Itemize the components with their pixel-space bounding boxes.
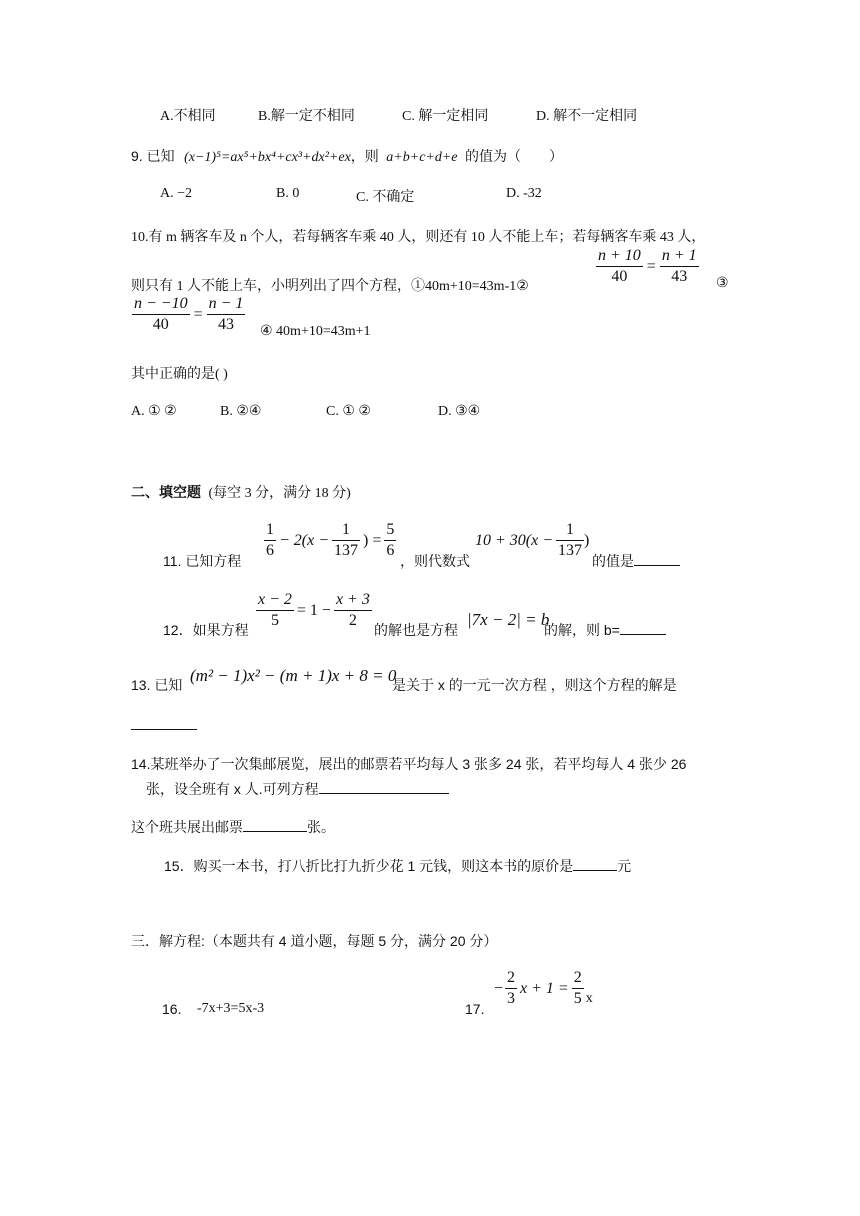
q10-eq2-right-denominator: 43 (660, 266, 699, 287)
q10-equation-3 (132, 294, 245, 335)
q9-option-b: B. 0 (276, 186, 300, 201)
q12-label: 12．如果方程 (163, 622, 249, 638)
q11-frac-a-den: 6 (266, 542, 274, 559)
q11-ex-den: 137 (558, 542, 583, 559)
q10-option-d: D. ③④ (438, 404, 481, 419)
q11-equation (264, 520, 396, 561)
q14-equation-blank[interactable] (319, 792, 449, 794)
q16-equation: -7x+3=5x-3 (197, 1001, 265, 1016)
q10-line-1: 10.有 m 辆客车及 n 个人，若每辆客车乘 40 人，则还有 10 人不能上车；若每辆客车乘 43 人， (131, 230, 706, 245)
q11-tail-text: 的值是 (592, 553, 634, 569)
q11-ex-num: 1 (566, 521, 575, 538)
q8-option-d: D. 解不一定相同 (536, 109, 638, 124)
q10-item-4: ④ 40m+10=43m+1 (260, 324, 371, 339)
q10-eq3-left-denominator: 40 (132, 314, 190, 335)
q11-eq-mid: − 2(x − (279, 531, 330, 549)
q12-text: 的解也是方程 (374, 622, 458, 638)
q14-line-2-text: 张，设全班有 x 人.可列方程 (146, 781, 319, 797)
q14-total-blank[interactable] (243, 830, 307, 832)
q11-label: 11. 已知方程 (163, 553, 242, 569)
q12-abs-equation: |7x − 2| = b (467, 610, 550, 629)
q17-minus: − (494, 979, 504, 997)
q8-option-b: B.解一定不相同 (258, 109, 355, 124)
q17-frac-a-num: 2 (507, 969, 516, 986)
q11-tail (592, 551, 680, 571)
q10-eq3-right-denominator: 43 (207, 314, 246, 335)
q10-circle-3: ③ (716, 276, 729, 291)
q9-question: 的值为（ ） (465, 150, 564, 165)
q12-frac-b-num: x + 3 (335, 591, 370, 608)
q9-option-d: D. -32 (506, 186, 542, 201)
q15-answer-blank[interactable] (573, 869, 617, 871)
q11-text: ，则代数式 (400, 553, 470, 569)
q14-line-3-b: 张。 (307, 819, 335, 835)
q14-line-3-a: 这个班共展出邮票 (131, 819, 243, 835)
q11-ex-close: ) (584, 531, 590, 549)
q17-tail: x (585, 991, 593, 1006)
q10-option-a: A. ① ② (131, 404, 177, 419)
q11-eq-close: ) = (363, 531, 382, 549)
q17-label: 17. (465, 1001, 485, 1017)
q12-frac-a-num: x − 2 (258, 591, 292, 608)
section-2-heading (131, 482, 351, 502)
q8-option-c: C. 解一定相同 (402, 109, 489, 124)
q13-tail: 是关于 x 的一元一次方程 ，则这个方程的解是 (392, 677, 677, 693)
q9-expression: a+b+c+d+e (386, 150, 458, 165)
section-2-note: (每空 3 分，满分 18 分) (208, 486, 351, 501)
q12-frac-a-den: 5 (256, 610, 294, 631)
q12-answer-blank[interactable] (620, 633, 666, 635)
q14-line-1: 14.某班举办了一次集邮展览，展出的邮票若平均每人 3 张多 24 张，若平均每人 4 张少 26 (131, 756, 687, 772)
q11-frac-a-num: 1 (266, 521, 274, 538)
q10-equation-2 (596, 246, 699, 287)
q13-label: 13. 已知 (131, 677, 183, 693)
q17-equation (494, 968, 593, 1009)
q9-option-c: C. 不确定 (356, 190, 415, 205)
section-3-heading: 三．解方程:（本题共有 4 道小题，每题 5 分，满分 20 分） (131, 933, 498, 949)
q15-text: 15．购买一本书，打八折比打九折少花 1 元钱，则这本书的原价是 (164, 858, 574, 874)
q17-frac-b-den: 5 (573, 990, 582, 1007)
q12-frac-b-den: 2 (334, 610, 372, 631)
q15-line (164, 856, 631, 876)
q10-eq3-equals: = (193, 305, 203, 323)
q12-tail-text: 的解，则 b= (544, 622, 620, 638)
q11-expression (475, 520, 589, 561)
q10-eq2-right-numerator: n + 1 (661, 247, 697, 264)
q12-tail (544, 620, 666, 640)
q9-comma: ，则 (350, 150, 379, 165)
q11-ex-pre: 10 + 30(x − (475, 531, 554, 549)
q9-option-a: A. −2 (160, 186, 193, 201)
q16-label: 16. (162, 1001, 182, 1017)
q13-equation: (m² − 1)x² − (m + 1)x + 8 = 0 (190, 666, 397, 685)
q10-eq2-left-denominator: 40 (596, 266, 643, 287)
q11-frac-b-den: 137 (334, 542, 359, 559)
q10-question: 其中正确的是( ) (131, 367, 228, 382)
q10-eq3-left-numerator: n − −10 (134, 295, 188, 312)
q14-line-3 (131, 817, 335, 837)
q14-line-2 (146, 779, 449, 799)
q15-unit: 元 (617, 858, 632, 874)
q9-equation: (x−1)⁵=ax⁵+bx⁴+cx³+dx²+ex (184, 150, 351, 165)
section-2-title: 二、填空题 (131, 484, 201, 500)
q11-frac-c-den: 6 (386, 542, 395, 559)
q11-frac-b-num: 1 (342, 521, 351, 538)
q10-eq2-equals: = (646, 257, 656, 275)
q10-line-2: 则只有 1 人不能上车，小明列出了四个方程，①40m+10=43m-1② (131, 279, 529, 294)
q17-mid: x + 1 = (520, 979, 569, 997)
q12-equation (256, 590, 372, 631)
q9-number: 9. 已知 (131, 148, 175, 164)
q10-option-b: B. ②④ (220, 404, 262, 419)
q12-eq-mid: = 1 − (296, 601, 331, 619)
q17-frac-b-num: 2 (573, 969, 582, 986)
q10-eq3-right-numerator: n − 1 (208, 295, 244, 312)
q10-option-c: C. ① ② (326, 404, 371, 419)
q9-stem (131, 146, 563, 166)
q13-answer-blank[interactable] (131, 728, 197, 730)
q10-eq2-left-numerator: n + 10 (598, 247, 641, 264)
q17-frac-a-den: 3 (507, 990, 516, 1007)
q11-frac-c-num: 5 (386, 521, 395, 538)
q8-option-a: A.不相同 (160, 109, 216, 124)
q11-answer-blank[interactable] (634, 564, 680, 566)
